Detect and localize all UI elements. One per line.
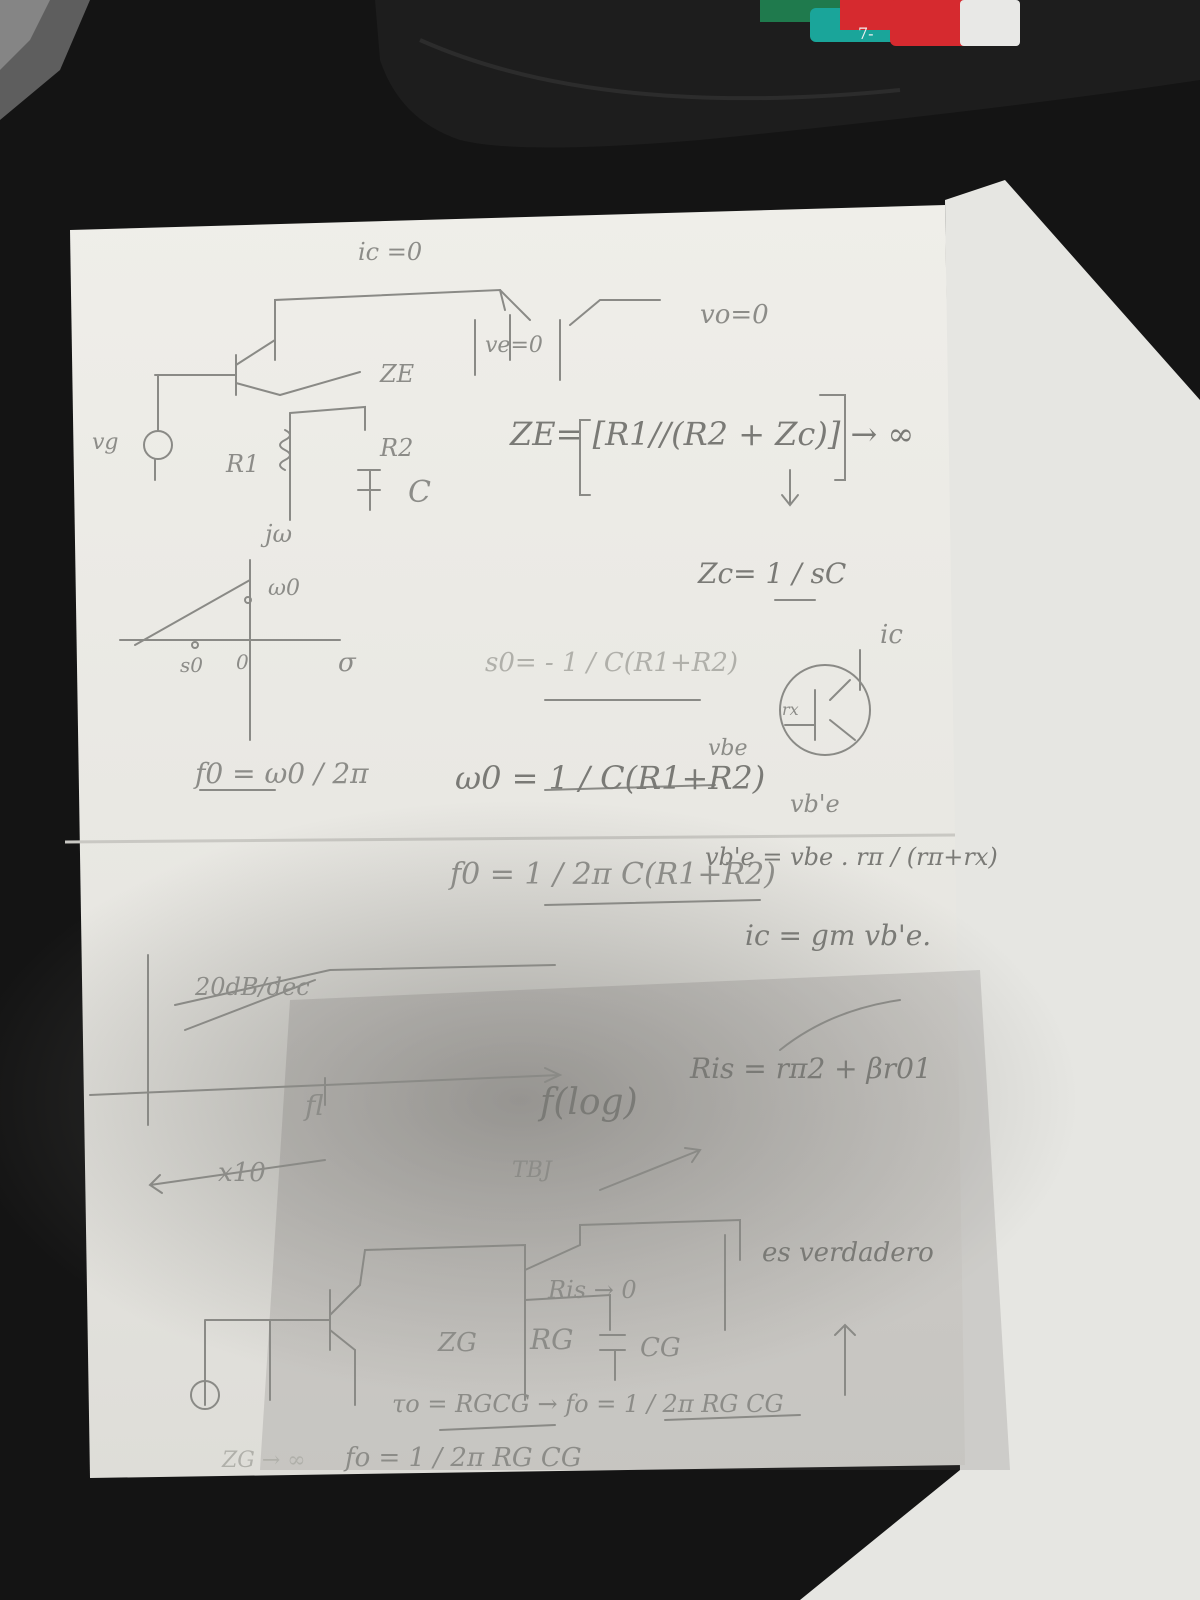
marker-label: 7-	[858, 24, 874, 43]
note-zg-label: ZG	[438, 1328, 477, 1358]
note-f0-formula: f0 = 1 / 2π C(R1+R2)	[450, 857, 776, 892]
note-tau-formula: τo = RGCG → fo = 1 / 2π RG CG	[392, 1390, 784, 1418]
note-ic-zero: ic =0	[358, 238, 423, 266]
note-es-verdadero: es verdadero	[762, 1238, 934, 1268]
note-f-log: f(log)	[540, 1082, 638, 1123]
note-sigma-label: σ	[338, 648, 356, 678]
note-zc-formula: Zc= 1 / sC	[698, 557, 847, 590]
note-s0-label: s0	[180, 653, 203, 677]
note-tbj-label: TBJ	[512, 1158, 552, 1183]
note-cg-label: CG	[640, 1333, 681, 1363]
note-ze-formula: ZE= [R1//(R2 + Zc)] → ∞	[510, 415, 915, 453]
note-rx-label: rx	[782, 700, 799, 719]
note-zero-label: 0	[236, 650, 249, 674]
note-je-label: jω	[265, 520, 293, 548]
note-ic-gm: ic = gm vb'e.	[745, 919, 932, 952]
note-vbe-label: vbe	[708, 736, 748, 761]
note-vb-e-label: vb'e	[790, 790, 840, 818]
note-dec-label: 20dB/dec	[195, 973, 310, 1001]
note-zg-inf: ZG → ∞	[222, 1448, 306, 1473]
note-ris-zero: Ris → 0	[548, 1276, 637, 1304]
note-vbe-formula: vb'e = vbe . rπ / (rπ+rx)	[705, 843, 998, 871]
note-fl-label: fl	[305, 1089, 324, 1122]
note-vg-label: vg	[92, 430, 119, 455]
note-rg-label: RG	[530, 1323, 574, 1356]
note-ze-label: ZE	[380, 360, 415, 388]
note-fo-bottom: fo = 1 / 2π RG CG	[345, 1443, 582, 1473]
note-c-label: C	[408, 475, 431, 510]
note-w0-label: ω0	[268, 576, 300, 601]
note-w0-formula: ω0 = 1 / C(R1+R2)	[455, 759, 766, 797]
note-ris-formula: Ris = rπ2 + βr01	[690, 1052, 932, 1085]
note-ic-label: ic	[880, 620, 903, 650]
note-r2-label: R2	[380, 434, 414, 462]
note-vo-zero: vo=0	[700, 300, 769, 330]
note-x10-label: x10	[218, 1158, 266, 1188]
note-r1-label: R1	[226, 450, 260, 478]
note-ve-zero: ve=0	[485, 333, 543, 358]
note-s0-formula: s0= - 1 / C(R1+R2)	[485, 648, 739, 678]
note-f0-w0: f0 = ω0 / 2π	[195, 757, 369, 790]
